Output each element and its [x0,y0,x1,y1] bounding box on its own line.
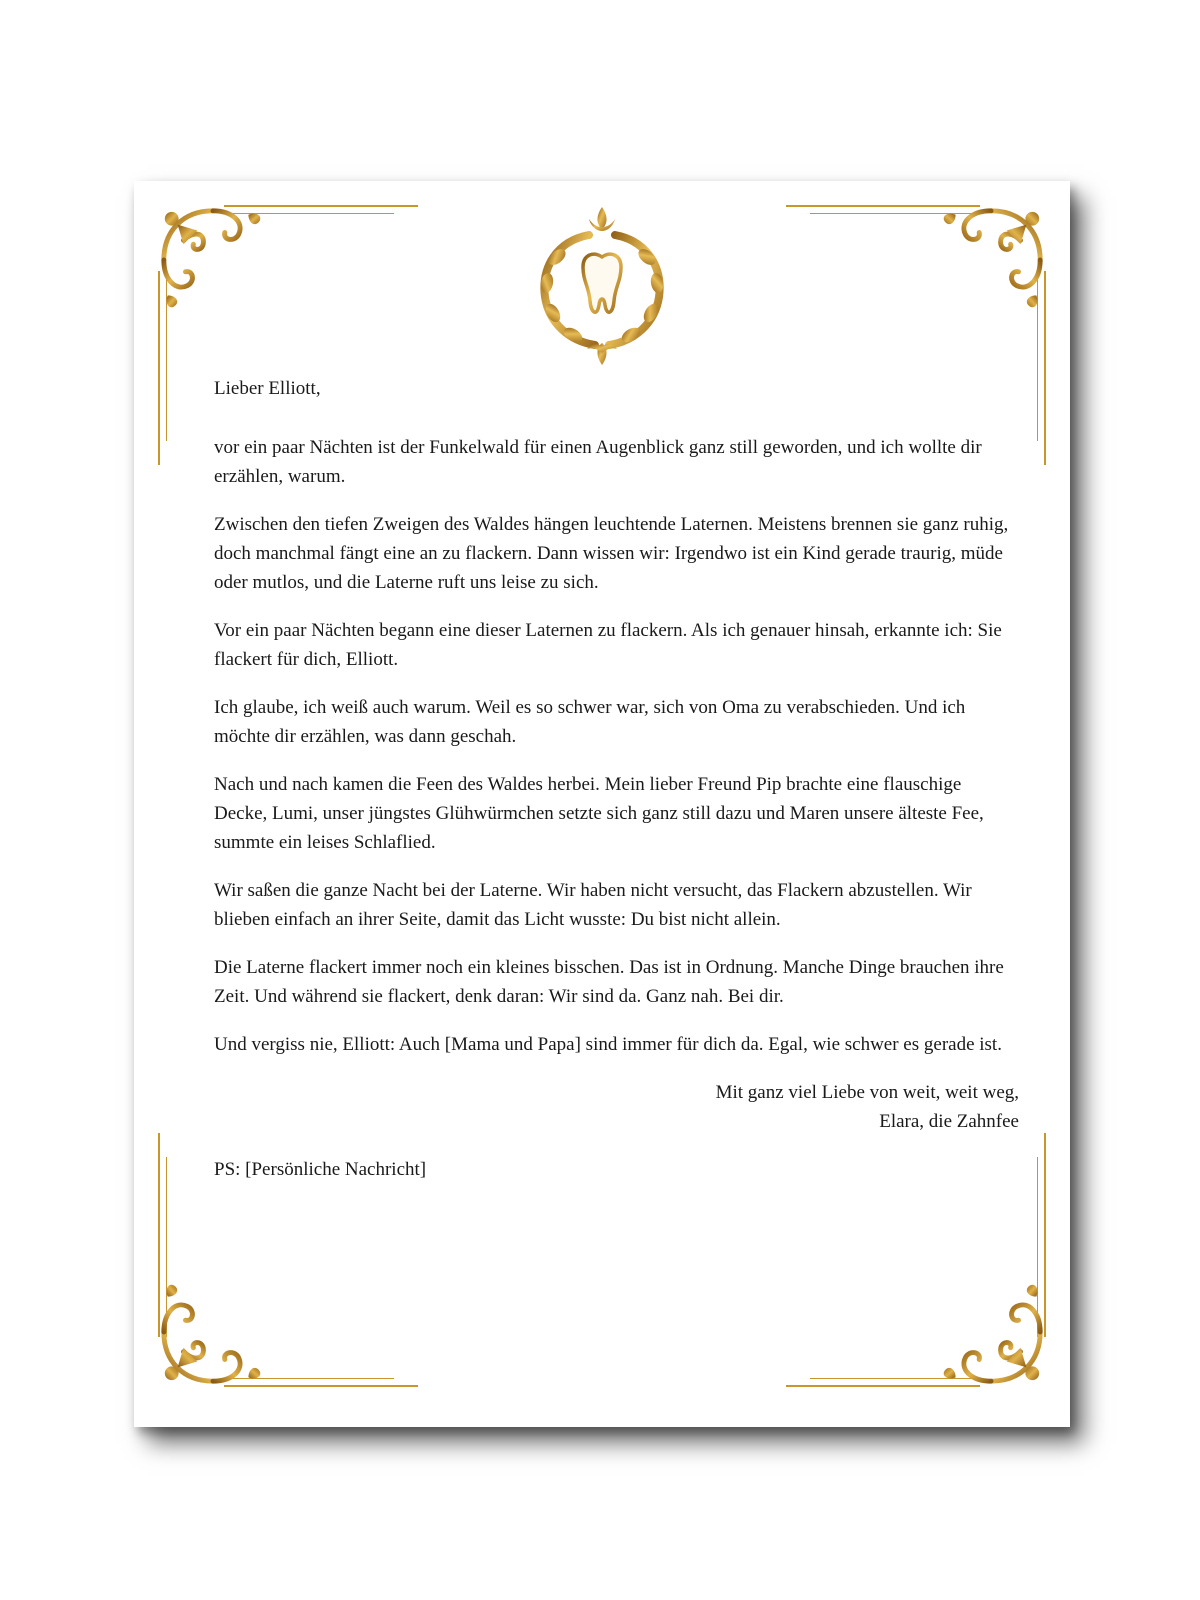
paragraph: Nach und nach kamen die Feen des Waldes herbei. Mein lieber Freund Pip brachte eine flauschige Decke, Lumi, unser jüngstes Glühwürmchen setzte sich ganz still dazu und Maren unsere älteste Fee, summte ein leises Schlaflied. [214,774,984,853]
gold-flourish-corner-icon [932,1273,1050,1391]
gold-flourish-corner-icon [932,201,1050,319]
closing-line: Mit ganz viel Liebe von weit, weit weg, [715,1082,1019,1103]
gold-flourish-corner-icon [154,1273,272,1391]
paragraph: Vor ein paar Nächten begann eine dieser Laternen zu flackern. Als ich genauer hinsah, erkannte ich: Sie flackert für dich, Elliott. [214,620,1002,670]
paragraph: Wir saßen die ganze Nacht bei der Laterne. Wir haben nicht versucht, das Flackern abzustellen. Wir blieben einfach an ihrer Seite, damit das Licht wusste: Du bist nicht allein. [214,880,972,930]
signature: Elara, die Zahnfee [879,1111,1019,1132]
letter-body [214,374,1019,1203]
paragraph: vor ein paar Nächten ist der Funkelwald für einen Augenblick ganz still geworden, und ich wollte dir erzählen, warum. [214,437,982,487]
letter-sheet [134,181,1070,1427]
postscript: PS: [Persönliche Nachricht] [214,1159,427,1180]
paragraph: Und vergiss nie, Elliott: Auch [Mama und Papa] sind immer für dich da. Egal, wie schwer es gerade ist. [214,1034,1002,1055]
paragraph: Ich glaube, ich weiß auch warum. Weil es so schwer war, sich von Oma zu verabschieden. Und ich möchte dir erzählen, was dann geschah. [214,697,966,747]
tooth-crest-icon [527,205,677,367]
salutation: Lieber Elliott, [214,378,321,399]
paragraph: Zwischen den tiefen Zweigen des Waldes hängen leuchtende Laternen. Meistens brennen sie ganz ruhig, doch manchmal fängt eine an zu flackern. Dann wissen wir: Irgendwo ist ein Kind gerade traurig, müde oder mutlos, und die Laterne ruft uns leise zu sich. [214,514,1009,593]
gold-flourish-corner-icon [154,201,272,319]
paragraph: Die Laterne flackert immer noch ein kleines bisschen. Das ist in Ordnung. Manche Dinge brauchen ihre Zeit. Und während sie flackert, denk daran: Wir sind da. Ganz nah. Bei dir. [214,957,1004,1007]
closing-block [214,1078,1019,1136]
